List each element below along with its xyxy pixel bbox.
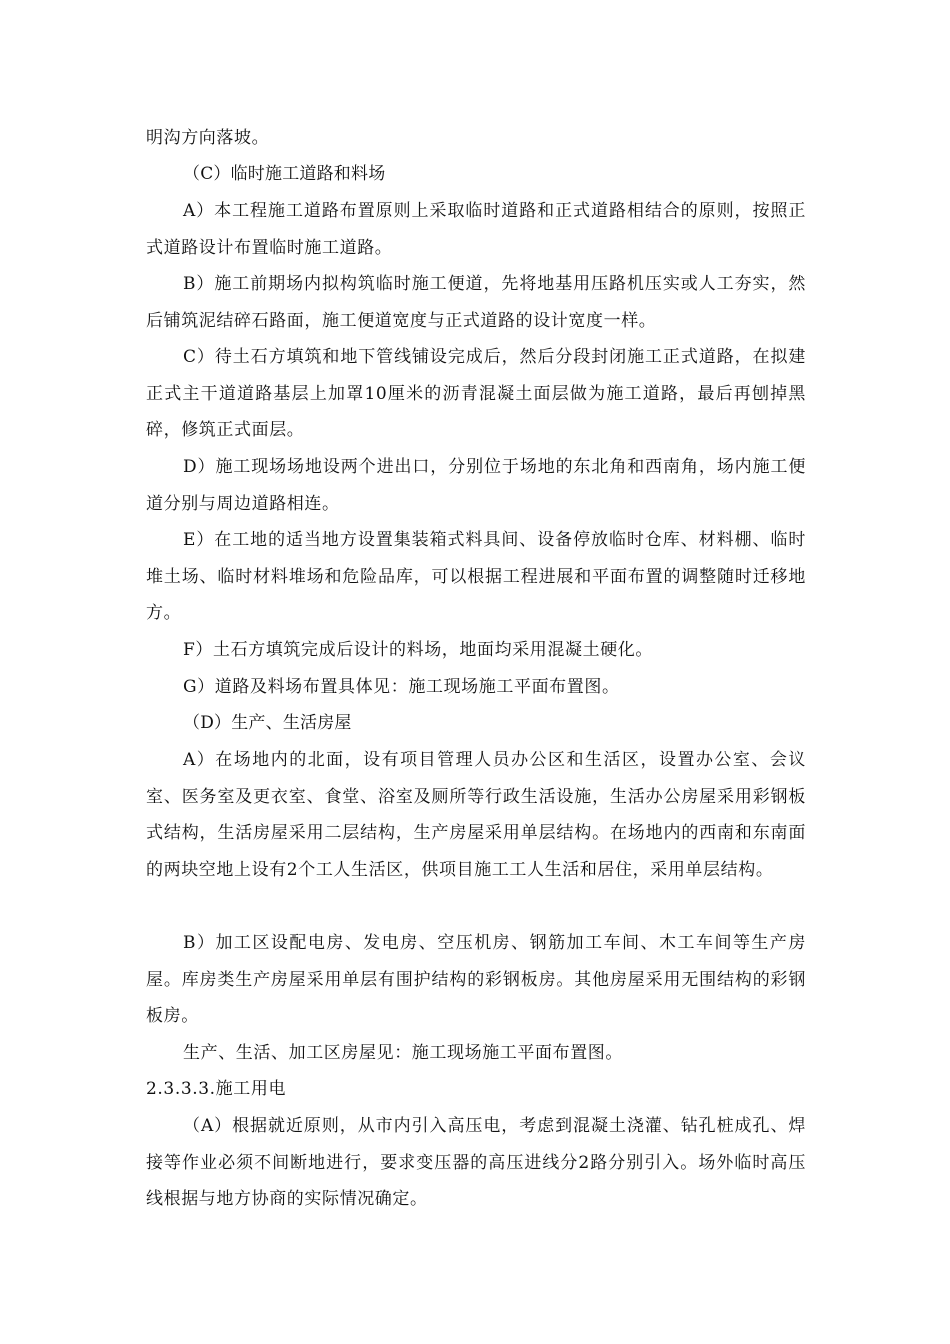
section-heading-power: 2.3.3.3.施工用电	[146, 1079, 287, 1099]
paragraph-c-a: A）本工程施工道路布置原则上采取临时道路和正式道路相结合的原则，按照正式道路设计布置临时施工道路。	[146, 201, 806, 258]
section-heading-c: （C）临时施工道路和料场	[183, 164, 386, 184]
paragraph-c-g: G）道路及料场布置具体见：施工现场施工平面布置图。	[183, 677, 620, 697]
paragraph-d-a: A）在场地内的北面，设有项目管理人员办公区和生活区，设置办公室、会议室、医务室及更衣室、食堂、浴室及厕所等行政生活设施，生活办公房屋采用彩钢板式结构，生活房屋采用二层结构，生产房屋采用单层结构。在场地内的西南和东南面的两块空地上设有2个工人生活区，供项目施工工人生活和居住，采用单层结构。	[146, 750, 806, 880]
paragraph-c-f: F）土石方填筑完成后设计的料场，地面均采用混凝土硬化。	[183, 640, 653, 660]
paragraph-c-c: C）待土石方填筑和地下管线铺设完成后，然后分段封闭施工正式道路，在拟建正式主干道道路基层上加罩10厘米的沥青混凝土面层做为施工道路，最后再刨掉黑碎，修筑正式面层。	[146, 347, 806, 441]
section-heading-d: （D）生产、生活房屋	[183, 713, 352, 733]
paragraph-c-b: B）施工前期场内拟构筑临时施工便道，先将地基用压路机压实或人工夯实，然后铺筑泥结碎石路面，施工便道宽度与正式道路的设计宽度一样。	[146, 274, 806, 331]
paragraph-c-d: D）施工现场场地设两个进出口，分别位于场地的东北角和西南角，场内施工便道分别与周边道路相连。	[146, 457, 806, 514]
paragraph-c-e: E）在工地的适当地方设置集装箱式料具间、设备停放临时仓库、材料棚、临时堆土场、临时材料堆场和危险品库，可以根据工程进展和平面布置的调整随时迁移地方。	[146, 530, 806, 624]
paragraph-d-note: 生产、生活、加工区房屋见：施工现场施工平面布置图。	[183, 1043, 623, 1063]
paragraph-d-b: B）加工区设配电房、发电房、空压机房、钢筋加工车间、木工车间等生产房屋。库房类生产房屋采用单层有围护结构的彩钢板房。其他房屋采用无围结构的彩钢板房。	[146, 933, 806, 1027]
paragraph-power-a: （A）根据就近原则，从市内引入高压电，考虑到混凝土浇灌、钻孔桩成孔、焊接等作业必须不间断地进行，要求变压器的高压进线分2路分别引入。场外临时高压线根据与地方协商的实际情况确定。	[146, 1116, 806, 1210]
paragraph-continuation: 明沟方向落坡。	[146, 128, 270, 148]
